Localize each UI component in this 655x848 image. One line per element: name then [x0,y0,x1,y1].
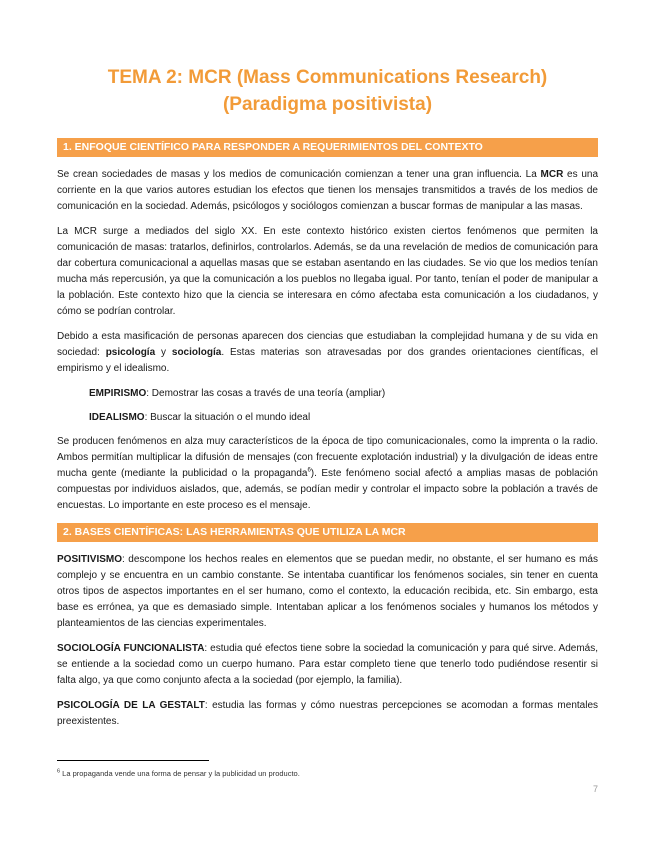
paragraph-1: Se crean sociedades de masas y los medios de comunicación comienzan a tener una gran influencia. La MCR es una corriente en la que varios autores estudian los efectos que tienen los mensajes transmitidos a través de los medios de comunicación en la sociedad. Además, psicólogos y sociólogos comienzan a buscar formas de manipular a las masas. [57,169,599,212]
empirismo-definition: EMPIRISMO: Demostrar las cosas a través de una teoría (ampliar) [89,388,386,399]
title-line-2: (Paradigma positivista) [222,94,433,115]
section-2-heading: 2. BASES CIENTÍFICAS: LAS HERRAMIENTAS QUE UTILIZA LA MCR [57,523,598,542]
paragraph-3: Debido a esta masificación de personas aparecen dos ciencias que estudiaban la complejidad humana y de su vida en sociedad: psicología y sociología. Estas materias son atravesadas por dos grandes orientaciones científicas, el empirismo y el idealismo. [57,331,598,374]
idealismo-definition: IDEALISMO: Buscar la situación o el mundo ideal [89,412,311,423]
page-number: 7 [592,784,598,794]
footnote: $^6$ La propaganda vende una forma de pensar y la publicidad un producto. [57,768,300,778]
footnote-divider [57,760,209,761]
paragraph-4: Se producen fenómenos en alza muy característicos de la época de tipo comunicacionales, como la imprenta o la radio. Ambos permitían multiplicar la difusión de mensajes (con frecuente explotación industrial) y la divulgación de ideas entre mucha gente (mediante la publicidad o la propaganda$^6$). Este fenómeno social afectó a amplias masas de población compuestas por individuos aislados, que, además, se podían medir y controlar el impacto sobre la población a través de encuestas. Lo importante en este proceso es el mensaje. [57,436,598,511]
gestalt-definition: PSICOLOGÍA DE LA GESTALT: estudia las formas y cómo nuestras percepciones se acomodan a formas mentales preexistentes. [57,700,599,727]
document-page [57,64,598,779]
positivismo-definition: POSITIVISMO: descompone los hechos reales en elementos que se puedan medir, no obstante, el ser humano es más complejo y se encuentra en un cambio constante. Se intentaba cuantificar los fenómenos sociales, sin tener en cuenta otros tipos de aspectos importantes en el ser humano, como el contexto, la educación recibida, etc. Sin embargo, esta base es errónea, ya que es demasiado simple. Intentaban aplicar a los fenómenos sociales y humanos los métodos y planteamientos de las ciencias experimentales. [57,554,598,629]
sociologia-definition: SOCIOLOGÍA FUNCIONALISTA: estudia qué efectos tiene sobre la sociedad la comunicación y para qué sirve. Además, se entiende a la sociedad como un cuerpo humano. Para estar completo tiene que tenerlo todo pudiéndose resentir si falta algo, ya que como conjunto afecta a la sociedad (por ejemplo, la familia). [57,643,598,686]
paragraph-2: La MCR surge a mediados del siglo XX. En este contexto histórico existen ciertos fenómenos que permiten la comunicación de masas: tratarlos, definirlos, controlarlos. Además, se da una revelación de medios de comunicación para dar cobertura comunicacional a aquellas masas que se estaban asentando en las ciudades. Se vio que los medios tenían mucha más repercusión, ya que la comunicación a los pueblos no llegaba igual. Por tanto, tenían el poder de manipular a la población. Este contexto hizo que la ciencia se interesara en cómo afectaba esta comunicación a los ciudadanos, y cómo se podrían controlar. [57,226,598,317]
section-1-heading: 1. ENFOQUE CIENTÍFICO PARA RESPONDER A REQUERIMIENTOS DEL CONTEXTO [57,138,598,157]
footnote-reference[interactable]: 6 [307,467,311,474]
title-line-1: TEMA 2: MCR (Mass Communications Research) [107,67,548,88]
page-title [57,64,598,118]
